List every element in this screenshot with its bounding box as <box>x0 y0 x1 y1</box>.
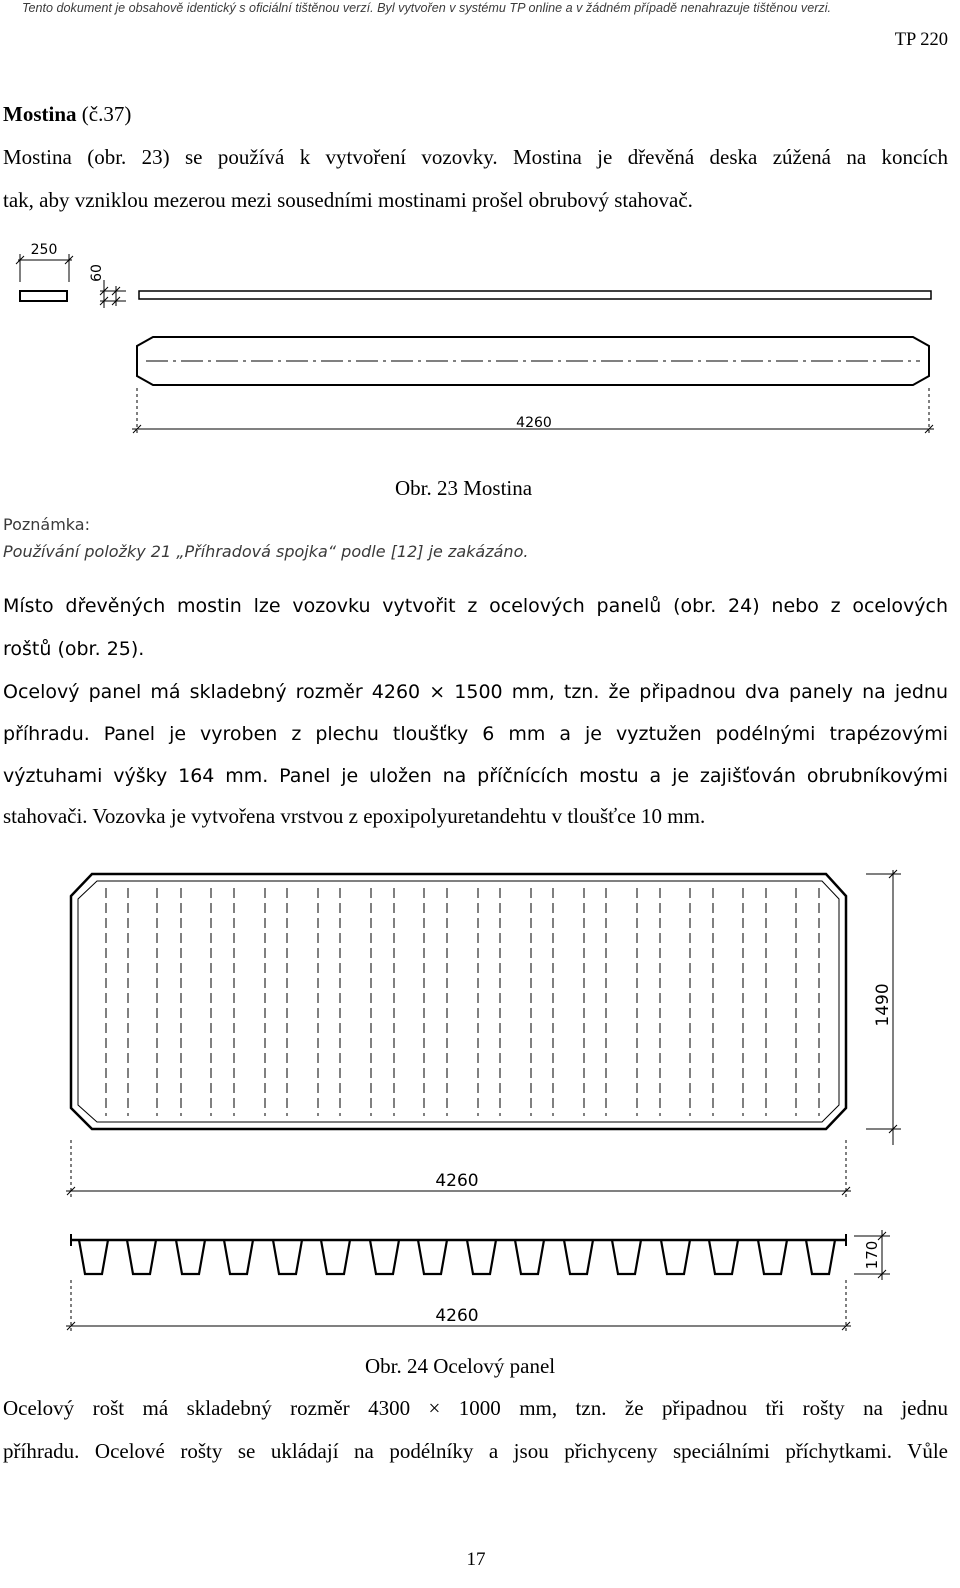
board-side-view <box>139 291 931 299</box>
figure-steel-panel-drawing <box>0 860 960 1340</box>
paragraph-line: Ocelový rošt má skladebný rozměr 4300 × 1000 mm, tzn. že připadnou tři rošty na jednu <box>3 1396 948 1420</box>
dim-label-width: 250 <box>30 242 58 258</box>
dim-label-panel-length: 4260 <box>435 1171 479 1191</box>
paragraph-line: Ocelový panel má skladebný rozměr 4260 × 1500 mm, tzn. že připadnou dva panely na jednu <box>3 681 948 703</box>
figure-caption: Obr. 23 Mostina <box>395 476 533 500</box>
dim-label-thickness: 60 <box>89 264 105 282</box>
paragraph-line: výztuhami výšky 164 mm. Panel je uložen na příčnících mostu a je zajišťován obrubníkovými <box>3 765 948 787</box>
paragraph-line: příhradu. Ocelové rošty se ukládají na podélníky a jsou přichyceny speciálními příchytkami. Vůle <box>3 1439 948 1463</box>
panel-plan-outline <box>71 874 846 1129</box>
page-number: 17 <box>466 1549 486 1570</box>
note-text: Používání položky 21 „Příhradová spojka“ podle [12] je zakázáno. <box>3 542 529 561</box>
panel-plan-inner-outline <box>78 881 839 1122</box>
figure-mostina-drawing <box>0 230 960 445</box>
section-title: Mostina <box>3 102 77 126</box>
dim-label-panel-width: 1490 <box>873 983 893 1027</box>
paragraph-line: tak, aby vzniklou mezerou mezi sousedními mostinami prošel obrubový stahovač. <box>3 188 693 212</box>
panel-trapezoidal-stiffeners <box>79 1240 835 1274</box>
official-version-notice: Tento dokument je obsahově identický s oficiální tištěnou verzí. Byl vytvořen v systému TP online a v žádném případě nenahrazuje tištěnou verzi. <box>22 1 831 15</box>
dim-label-length: 4260 <box>516 415 552 431</box>
document-id: TP 220 <box>894 30 948 50</box>
dim-label-section-length: 4260 <box>435 1306 479 1326</box>
paragraph-line: stahovači. Vozovka je vytvořena vrstvou z epoxipolyuretandehtu v tloušťce 10 mm. <box>3 804 706 828</box>
paragraph-line: příhradu. Panel je vyroben z plechu tloušťky 6 mm a je vyztužen podélnými trapézovými <box>3 723 948 745</box>
figure-caption: Obr. 24 Ocelový panel <box>365 1354 556 1378</box>
section-heading <box>3 104 948 125</box>
note-title: Poznámka: <box>3 515 90 534</box>
paragraph-line: roštů (obr. 25). <box>3 638 145 660</box>
board-cross-section <box>20 291 67 301</box>
section-title-ref: (č.37) <box>76 102 132 126</box>
paragraph-line: Mostina (obr. 23) se používá k vytvoření vozovky. Mostina je dřevěná deska zúžená na koncích <box>3 145 948 169</box>
paragraph-line: Místo dřevěných mostin lze vozovku vytvořit z ocelových panelů (obr. 24) nebo z ocelových <box>3 595 948 617</box>
panel-stiffener-lines <box>106 888 819 1116</box>
dim-label-panel-height: 170 <box>863 1240 881 1270</box>
